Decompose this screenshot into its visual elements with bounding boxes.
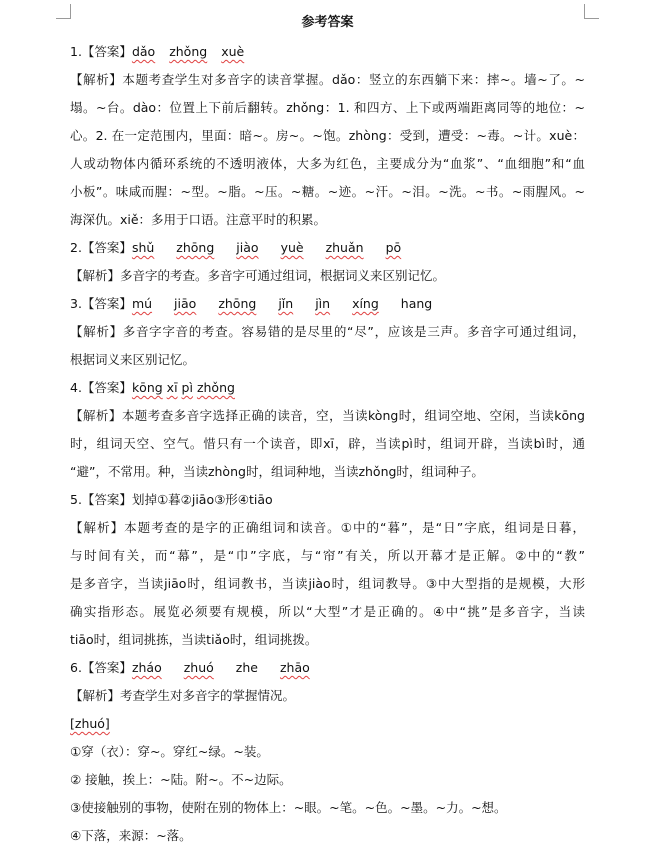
q4-analysis-line: 时，组词天空、空气。惜只有一个读音，即xī，辟，当读pì时，组词开辟，当读bì时，通 [70, 436, 585, 451]
crop-mark-top-right [584, 4, 599, 19]
q6-sense-item: ③使接触别的事物，使附在别的物体上：~眼。~笔。~色。~墨。~力。~想。 [70, 800, 507, 815]
q4-answer-pinyin: pì [181, 380, 193, 395]
q5-analysis-line: tiāo时，组词挑拣，当读tiǎo时，组词挑拨。 [70, 632, 318, 647]
q5-analysis-line: 是多音字，当读jiāo时，组词教书，当读jiào时，组词教导。③中大型指的是规模，大形 [70, 576, 585, 591]
q6-answer-line [70, 654, 585, 682]
q2-answer-pinyin: zhōng [176, 240, 215, 255]
q3-answer-pinyin: mú [131, 296, 153, 311]
q1-answer-pinyin: dǎo [131, 44, 156, 59]
q5-answer-text: 划掉①暮②jiāo③形④tiāo [131, 492, 273, 507]
q1-answer-pinyin: xuè [221, 44, 245, 59]
q3-answer-pinyin: xíng [352, 296, 379, 311]
q1-answer-pinyin: zhǒng [169, 44, 208, 59]
q3-answer-pinyin: jǐn [278, 296, 294, 311]
q1-answer-line [70, 38, 585, 66]
q1-analysis-line: 小板”。味咸而腥：~型。~脂。~压。~糖。~迹。~汗。~泪。~洗。~书。~雨腥风。~ [70, 184, 585, 199]
q5-answer-line [70, 486, 585, 514]
q2-answer-pinyin: shǔ [131, 240, 155, 255]
q4-label: 4.【答案】 [70, 380, 132, 395]
answer-page [70, 0, 585, 850]
crop-mark-top-left [56, 4, 71, 19]
q5-analysis-line: 与时间有关，而“幕”，是“巾”字底，与“帘”有关，所以开幕才是正解。②中的“教” [70, 548, 585, 563]
q2-answer-line [70, 234, 585, 262]
q1-analysis-line: 心。2. 在一定范围内，里面：暗~。房~。~饱。zhòng：受到，遭受：~毒。~计。xuè： [70, 128, 585, 143]
q3-answer-pinyin: hang [400, 296, 433, 311]
page-title: 参考答案 [301, 15, 354, 30]
q6-sense-item: ② 接触，挨上：~陆。附~。不~边际。 [70, 772, 292, 787]
q4-analysis-line: 【解析】本题考查多音字选择正确的读音，空，当读kòng时，组词空地、空闲，当读kōng [70, 408, 585, 423]
q3-answer-pinyin: zhōng [218, 296, 257, 311]
q1-label: 1.【答案】 [70, 44, 132, 59]
q6-sense-item: ①穿（衣）：穿~。穿红~绿。~装。 [70, 744, 269, 759]
q5-analysis-line: 确实指形态。展览必须要有规模，所以“大型”才是正确的。④中“挑”是多音字，当读 [70, 604, 585, 619]
q3-answer-pinyin: jìn [315, 296, 331, 311]
q6-sense-item: ④下落，来源：~落。 [70, 828, 192, 843]
q3-analysis-line: 根据词义来区别记忆。 [70, 352, 196, 367]
q5-label: 5.【答案】 [70, 492, 132, 507]
q4-analysis-line: “避”，不常用。种，当读zhòng时，组词种地，当读zhǒng时，组词种子。 [70, 464, 484, 479]
q1-analysis-line: 人或动物体内循环系统的不透明液体，大多为红色，主要成分为“血浆”、“血细胞”和“血 [70, 156, 585, 171]
q5-analysis-line: 【解析】本题考查的是字的正确组词和读音。①中的“暮”，是“日”字底，组词是日暮， [70, 520, 585, 535]
q1-analysis-line: 塌。~台。dào：位置上下前后翻转。zhǒng：1. 和四方、上下或两端距离同等的地位：~ [70, 100, 585, 115]
q6-label: 6.【答案】 [70, 660, 132, 675]
q6-analysis-line: 【解析】考查学生对多音字的掌握情况。 [70, 688, 296, 703]
q6-sense-heading [70, 710, 585, 738]
q3-label: 3.【答案】 [70, 296, 132, 311]
q2-answer-pinyin: zhuǎn [325, 240, 364, 255]
q4-answer-pinyin: xī [166, 380, 178, 395]
q2-answer-pinyin: pō [385, 240, 402, 255]
q6-answer-pinyin: zhāo [279, 660, 310, 675]
q4-answer-line [70, 374, 585, 402]
q2-answer-pinyin: yuè [280, 240, 304, 255]
q3-analysis-line: 【解析】多音字字音的考查。容易错的是尽里的“尽”，应该是三声。多音字可通过组词， [70, 324, 585, 339]
q6-answer-pinyin: zhe [235, 660, 258, 675]
q6-answer-pinyin: zháo [131, 660, 162, 675]
q3-answer-pinyin: jiāo [174, 296, 197, 311]
q1-analysis-line: 【解析】本题考查学生对多音字的读音掌握。dǎo：竖立的东西躺下来：摔~。墙~了。~ [70, 72, 585, 87]
q4-answer-pinyin: kōng [131, 380, 163, 395]
q3-answer-line [70, 290, 585, 318]
q1-analysis-line: 海深仇。xiě：多用于口语。注意平时的积累。 [70, 212, 327, 227]
q2-label: 2.【答案】 [70, 240, 132, 255]
q6-answer-pinyin: zhuó [183, 660, 214, 675]
q4-answer-pinyin: zhǒng [196, 380, 235, 395]
q6-heading-pinyin: [zhuó] [70, 716, 110, 731]
q2-answer-pinyin: jiào [236, 240, 259, 255]
q2-analysis-line: 【解析】多音字的考查。多音字可通过组词，根据词义来区别记忆。 [70, 268, 446, 283]
